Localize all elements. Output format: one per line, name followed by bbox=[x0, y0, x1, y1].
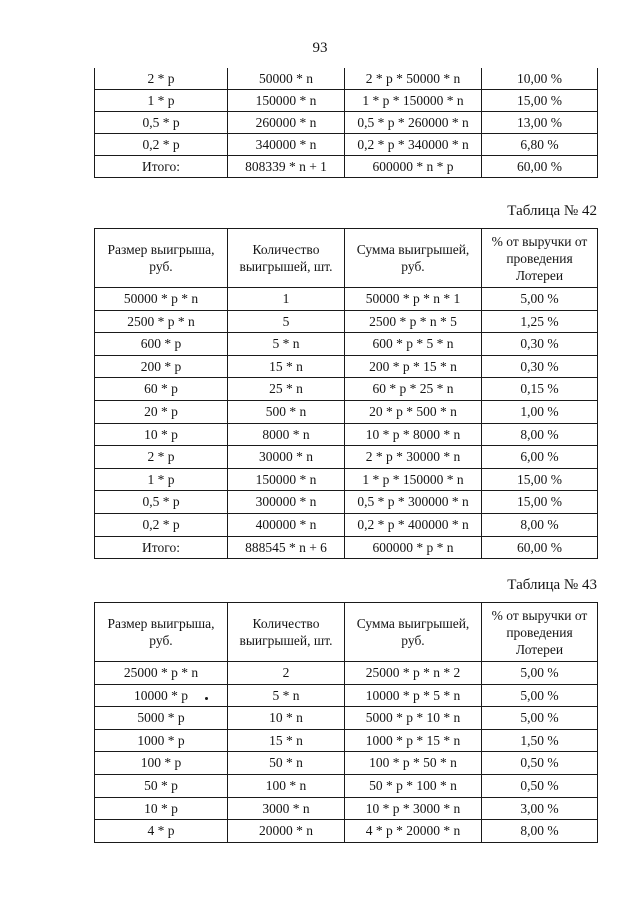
table-row bbox=[95, 468, 598, 491]
prize-count-cell: 5 * n bbox=[228, 333, 345, 356]
prize-count-cell: 50 * n bbox=[228, 752, 345, 775]
table-row bbox=[95, 774, 598, 797]
prize-count-cell: 5 * n bbox=[228, 684, 345, 707]
prize-count-cell: 500 * n bbox=[228, 400, 345, 423]
table-row bbox=[95, 288, 598, 311]
prize-size-cell: 1 * p bbox=[95, 90, 228, 112]
table-row bbox=[95, 68, 598, 90]
table-42-caption: Таблица № 42 bbox=[507, 203, 597, 219]
prize-size-cell: 0,2 * p bbox=[95, 134, 228, 156]
revenue-percent-cell: 8,00 % bbox=[482, 820, 598, 843]
prize-size-cell: 10 * p bbox=[95, 797, 228, 820]
table-row bbox=[95, 752, 598, 775]
prize-sum-cell: 600000 * n * p bbox=[345, 156, 482, 178]
prize-sum-cell: 5000 * p * 10 * n bbox=[345, 707, 482, 730]
revenue-percent-cell: 13,00 % bbox=[482, 112, 598, 134]
prize-count-cell: 260000 * n bbox=[228, 112, 345, 134]
revenue-percent-cell: 1,25 % bbox=[482, 310, 598, 333]
prize-count-cell: 1 bbox=[228, 288, 345, 311]
prize-size-cell: 10 * p bbox=[95, 423, 228, 446]
table-row bbox=[95, 134, 598, 156]
table-43-caption: Таблица № 43 bbox=[507, 577, 597, 593]
prize-count-cell: 10 * n bbox=[228, 707, 345, 730]
prize-size-cell: 0,2 * p bbox=[95, 513, 228, 536]
prize-count-cell: 15 * n bbox=[228, 355, 345, 378]
prize-count-cell: 340000 * n bbox=[228, 134, 345, 156]
prize-size-cell: 25000 * p * n bbox=[95, 662, 228, 685]
revenue-percent-cell: 0,50 % bbox=[482, 752, 598, 775]
prize-table-continuation bbox=[94, 68, 598, 178]
prize-table-43 bbox=[94, 602, 598, 843]
prize-sum-cell: 1 * p * 150000 * n bbox=[345, 468, 482, 491]
prize-sum-cell: 4 * p * 20000 * n bbox=[345, 820, 482, 843]
prize-size-cell: 1 * p bbox=[95, 468, 228, 491]
revenue-percent-cell: 6,80 % bbox=[482, 134, 598, 156]
revenue-percent-cell: 1,00 % bbox=[482, 400, 598, 423]
prize-size-cell: 2500 * p * n bbox=[95, 310, 228, 333]
prize-sum-cell: 50 * p * 100 * n bbox=[345, 774, 482, 797]
prize-count-cell: 808339 * n + 1 bbox=[228, 156, 345, 178]
prize-size-cell: 20 * p bbox=[95, 400, 228, 423]
table-row bbox=[95, 684, 598, 707]
prize-count-cell: 30000 * n bbox=[228, 446, 345, 469]
revenue-percent-cell: 8,00 % bbox=[482, 513, 598, 536]
table-header-row bbox=[95, 603, 598, 662]
prize-count-cell: 100 * n bbox=[228, 774, 345, 797]
table-row bbox=[95, 513, 598, 536]
table-row bbox=[95, 355, 598, 378]
header-prize-size: Размер выигрыша, руб. bbox=[95, 603, 228, 662]
revenue-percent-cell: 5,00 % bbox=[482, 707, 598, 730]
table-row bbox=[95, 707, 598, 730]
prize-sum-cell: 1000 * p * 15 * n bbox=[345, 729, 482, 752]
prize-sum-cell: 100 * p * 50 * n bbox=[345, 752, 482, 775]
prize-count-cell: 400000 * n bbox=[228, 513, 345, 536]
prize-size-cell: 5000 * p bbox=[95, 707, 228, 730]
table-row bbox=[95, 90, 598, 112]
prize-sum-cell: 2 * p * 30000 * n bbox=[345, 446, 482, 469]
table-row bbox=[95, 820, 598, 843]
table-header-row bbox=[95, 229, 598, 288]
prize-sum-cell: 25000 * p * n * 2 bbox=[345, 662, 482, 685]
prize-count-cell: 150000 * n bbox=[228, 90, 345, 112]
revenue-percent-cell: 8,00 % bbox=[482, 423, 598, 446]
revenue-percent-cell: 1,50 % bbox=[482, 729, 598, 752]
prize-count-cell: 15 * n bbox=[228, 729, 345, 752]
revenue-percent-cell: 5,00 % bbox=[482, 288, 598, 311]
header-revenue-percent: % от выручки от проведения Лотереи bbox=[482, 603, 598, 662]
prize-sum-cell: 600000 * p * n bbox=[345, 536, 482, 559]
table-row bbox=[95, 423, 598, 446]
table-row bbox=[95, 662, 598, 685]
revenue-percent-cell: 15,00 % bbox=[482, 491, 598, 514]
prize-size-cell: 10000 * p bbox=[95, 684, 228, 707]
table-row bbox=[95, 536, 598, 559]
page-number: 93 bbox=[312, 40, 328, 56]
header-prize-sum: Сумма выигрышей, руб. bbox=[345, 603, 482, 662]
prize-sum-cell: 0,5 * p * 300000 * n bbox=[345, 491, 482, 514]
table-row bbox=[95, 729, 598, 752]
prize-sum-cell: 0,2 * p * 400000 * n bbox=[345, 513, 482, 536]
prize-table-42 bbox=[94, 228, 598, 559]
prize-size-cell: 0,5 * p bbox=[95, 112, 228, 134]
revenue-percent-cell: 15,00 % bbox=[482, 90, 598, 112]
revenue-percent-cell: 0,30 % bbox=[482, 355, 598, 378]
table-row bbox=[95, 156, 598, 178]
prize-sum-cell: 10 * p * 3000 * n bbox=[345, 797, 482, 820]
scan-mark bbox=[205, 697, 208, 700]
table-row bbox=[95, 310, 598, 333]
header-prize-size: Размер выигрыша, руб. bbox=[95, 229, 228, 288]
prize-sum-cell: 0,2 * p * 340000 * n bbox=[345, 134, 482, 156]
prize-size-cell: 50 * p bbox=[95, 774, 228, 797]
prize-size-cell: 4 * p bbox=[95, 820, 228, 843]
prize-size-cell: 2 * p bbox=[95, 68, 228, 90]
prize-size-cell: 100 * p bbox=[95, 752, 228, 775]
prize-count-cell: 150000 * n bbox=[228, 468, 345, 491]
revenue-percent-cell: 0,15 % bbox=[482, 378, 598, 401]
prize-count-cell: 3000 * n bbox=[228, 797, 345, 820]
prize-sum-cell: 1 * p * 150000 * n bbox=[345, 90, 482, 112]
prize-sum-cell: 10000 * p * 5 * n bbox=[345, 684, 482, 707]
prize-count-cell: 888545 * n + 6 bbox=[228, 536, 345, 559]
revenue-percent-cell: 60,00 % bbox=[482, 536, 598, 559]
prize-sum-cell: 2500 * p * n * 5 bbox=[345, 310, 482, 333]
table-row bbox=[95, 797, 598, 820]
table-row bbox=[95, 400, 598, 423]
table-row bbox=[95, 446, 598, 469]
prize-count-cell: 50000 * n bbox=[228, 68, 345, 90]
prize-sum-cell: 60 * p * 25 * n bbox=[345, 378, 482, 401]
revenue-percent-cell: 3,00 % bbox=[482, 797, 598, 820]
prize-size-cell: 60 * p bbox=[95, 378, 228, 401]
revenue-percent-cell: 15,00 % bbox=[482, 468, 598, 491]
table-row bbox=[95, 378, 598, 401]
table-row bbox=[95, 112, 598, 134]
prize-count-cell: 2 bbox=[228, 662, 345, 685]
prize-size-cell: 1000 * p bbox=[95, 729, 228, 752]
revenue-percent-cell: 5,00 % bbox=[482, 684, 598, 707]
prize-size-cell: 50000 * p * n bbox=[95, 288, 228, 311]
prize-size-cell: Итого: bbox=[95, 156, 228, 178]
prize-sum-cell: 20 * p * 500 * n bbox=[345, 400, 482, 423]
table-row bbox=[95, 333, 598, 356]
prize-count-cell: 300000 * n bbox=[228, 491, 345, 514]
header-revenue-percent: % от выручки от проведения Лотереи bbox=[482, 229, 598, 288]
table-row bbox=[95, 491, 598, 514]
revenue-percent-cell: 0,30 % bbox=[482, 333, 598, 356]
prize-count-cell: 5 bbox=[228, 310, 345, 333]
prize-size-cell: 0,5 * p bbox=[95, 491, 228, 514]
prize-count-cell: 8000 * n bbox=[228, 423, 345, 446]
revenue-percent-cell: 0,50 % bbox=[482, 774, 598, 797]
prize-sum-cell: 10 * p * 8000 * n bbox=[345, 423, 482, 446]
prize-size-cell: 2 * p bbox=[95, 446, 228, 469]
prize-size-cell: 200 * p bbox=[95, 355, 228, 378]
prize-sum-cell: 50000 * p * n * 1 bbox=[345, 288, 482, 311]
revenue-percent-cell: 60,00 % bbox=[482, 156, 598, 178]
revenue-percent-cell: 6,00 % bbox=[482, 446, 598, 469]
header-prize-sum: Сумма выигрышей, руб. bbox=[345, 229, 482, 288]
header-prize-count: Количество выигрышей, шт. bbox=[228, 603, 345, 662]
prize-sum-cell: 0,5 * p * 260000 * n bbox=[345, 112, 482, 134]
prize-size-cell: 600 * p bbox=[95, 333, 228, 356]
prize-size-cell: Итого: bbox=[95, 536, 228, 559]
prize-sum-cell: 600 * p * 5 * n bbox=[345, 333, 482, 356]
prize-sum-cell: 2 * p * 50000 * n bbox=[345, 68, 482, 90]
header-prize-count: Количество выигрышей, шт. bbox=[228, 229, 345, 288]
prize-sum-cell: 200 * p * 15 * n bbox=[345, 355, 482, 378]
prize-count-cell: 25 * n bbox=[228, 378, 345, 401]
prize-count-cell: 20000 * n bbox=[228, 820, 345, 843]
revenue-percent-cell: 5,00 % bbox=[482, 662, 598, 685]
revenue-percent-cell: 10,00 % bbox=[482, 68, 598, 90]
